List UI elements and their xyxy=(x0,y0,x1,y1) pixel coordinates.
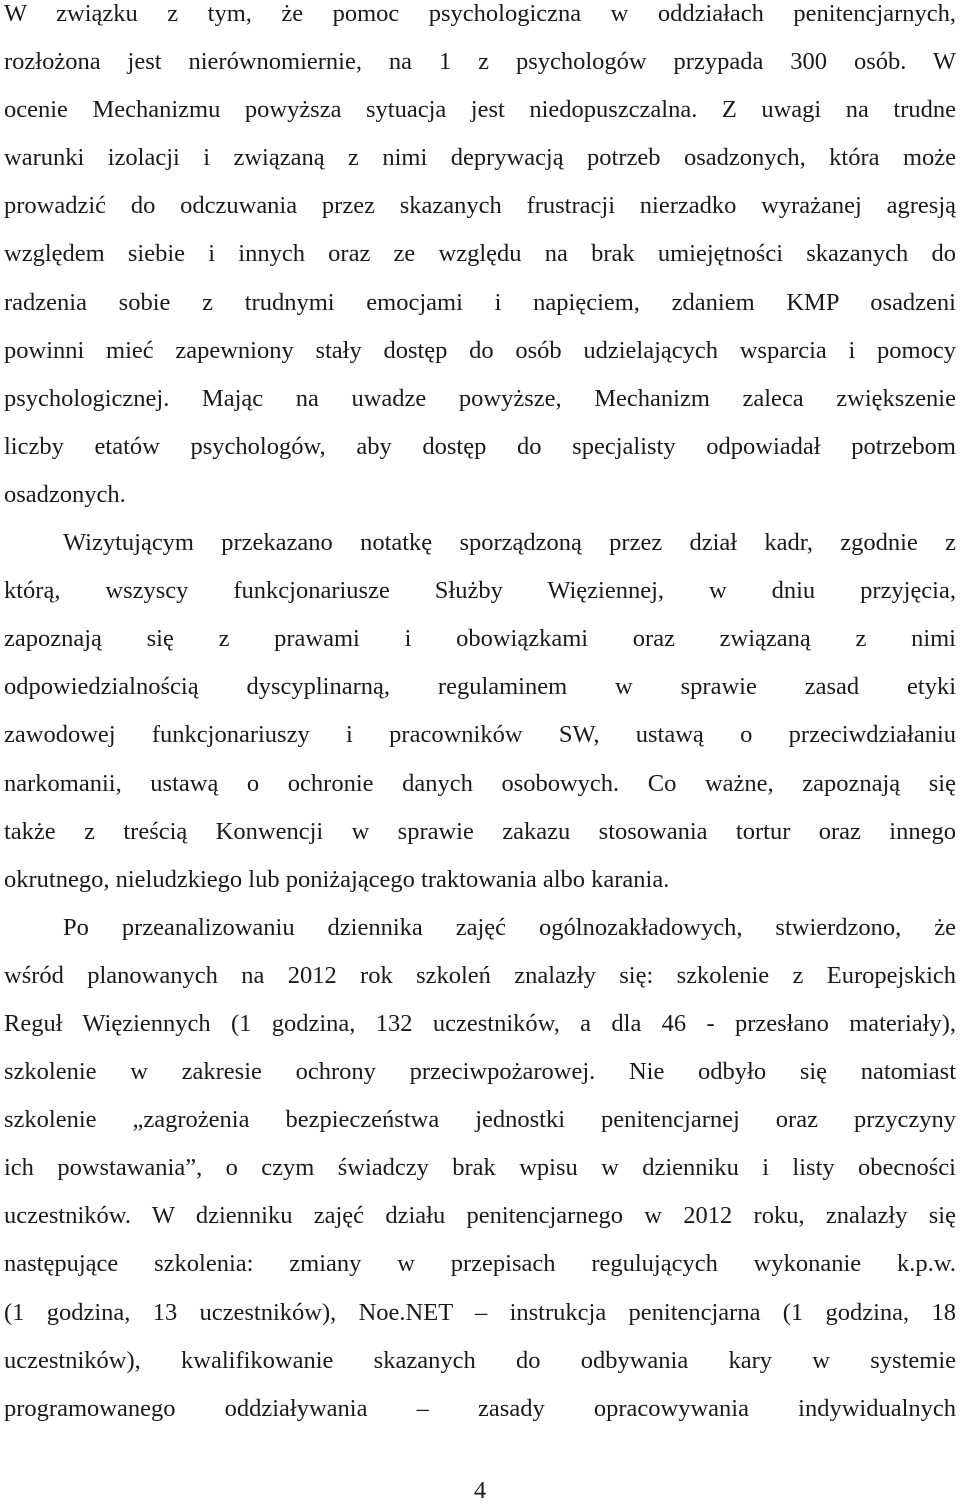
text-line: psychologicznej. Mając na uwadze powyższe, Mechanizm zaleca zwiększenie xyxy=(4,384,956,412)
paragraph-psychological-help xyxy=(4,0,956,519)
page-number: 4 xyxy=(473,1477,487,1504)
text-line: Reguł Więziennych (1 godzina, 132 uczestników, a dla 46 - przesłano materiały), xyxy=(4,1009,956,1037)
paragraph-staff-note xyxy=(4,519,956,904)
text-line: Po przeanalizowaniu dziennika zajęć ogólnozakładowych, stwierdzono, że xyxy=(63,913,956,941)
text-line: ich powstawania”, o czym świadczy brak wpisu w dzienniku i listy obecności xyxy=(4,1154,956,1182)
text-line: prowadzić do odczuwania przez skazanych frustracji nierzadko wyrażanej agresją xyxy=(4,192,956,220)
text-line: liczby etatów psychologów, aby dostęp do specjalisty odpowiadał potrzebom xyxy=(4,432,956,460)
text-line: także z treścią Konwencji w sprawie zakazu stosowania tortur oraz innego xyxy=(4,817,956,845)
text-line: rozłożona jest nierównomiernie, na 1 z psychologów przypada 300 osób. W xyxy=(4,48,956,76)
text-line: następujące szkolenia: zmiany w przepisach regulujących wykonanie k.p.w. xyxy=(4,1250,956,1278)
text-line: radzenia sobie z trudnymi emocjami i napięciem, zdaniem KMP osadzeni xyxy=(4,288,956,316)
text-line: ocenie Mechanizmu powyższa sytuacja jest niedopuszczalna. Z uwagi na trudne xyxy=(4,96,956,124)
text-line: szkolenie w zakresie ochrony przeciwpożarowej. Nie odbyło się natomiast xyxy=(4,1058,956,1086)
text-line: zawodowej funkcjonariuszy i pracowników SW, ustawą o przeciwdziałaniu xyxy=(4,721,956,749)
text-line: Wizytującym przekazano notatkę sporządzoną przez dział kadr, zgodnie z xyxy=(63,529,956,557)
text-line: wśród planowanych na 2012 rok szkoleń znalazły się: szkolenie z Europejskich xyxy=(4,961,956,989)
text-line: szkolenie „zagrożenia bezpieczeństwa jednostki penitencjarnej oraz przyczyny xyxy=(4,1106,956,1134)
text-line: uczestników. W dzienniku zajęć działu penitencjarnego w 2012 roku, znalazły się xyxy=(4,1202,956,1230)
text-line: zapoznają się z prawami i obowiązkami oraz związaną z nimi xyxy=(4,625,956,653)
text-line: okrutnego, nieludzkiego lub poniżającego traktowania albo karania. xyxy=(4,865,670,893)
text-line: powinni mieć zapewniony stały dostęp do osób udzielających wsparcia i pomocy xyxy=(4,336,956,364)
paragraph-training-log xyxy=(4,904,956,1433)
text-line: (1 godzina, 13 uczestników), Noe.NET – instrukcja penitencjarna (1 godzina, 18 xyxy=(4,1298,956,1326)
text-line: którą, wszyscy funkcjonariusze Służby Więziennej, w dniu przyjęcia, xyxy=(4,577,956,605)
text-line: względem siebie i innych oraz ze względu na brak umiejętności skazanych do xyxy=(4,240,956,268)
text-line: W związku z tym, że pomoc psychologiczna w oddziałach penitencjarnych, xyxy=(4,0,956,27)
text-line: osadzonych. xyxy=(4,480,126,508)
document-page xyxy=(4,0,956,1433)
text-line: programowanego oddziaływania – zasady opracowywania indywidualnych xyxy=(4,1394,956,1422)
text-line: odpowiedzialnością dyscyplinarną, regulaminem w sprawie zasad etyki xyxy=(4,673,956,701)
text-line: uczestników), kwalifikowanie skazanych do odbywania kary w systemie xyxy=(4,1346,956,1374)
text-line: narkomanii, ustawą o ochronie danych osobowych. Co ważne, zapoznają się xyxy=(4,769,956,797)
text-line: warunki izolacji i związaną z nimi deprywacją potrzeb osadzonych, która może xyxy=(4,144,956,172)
